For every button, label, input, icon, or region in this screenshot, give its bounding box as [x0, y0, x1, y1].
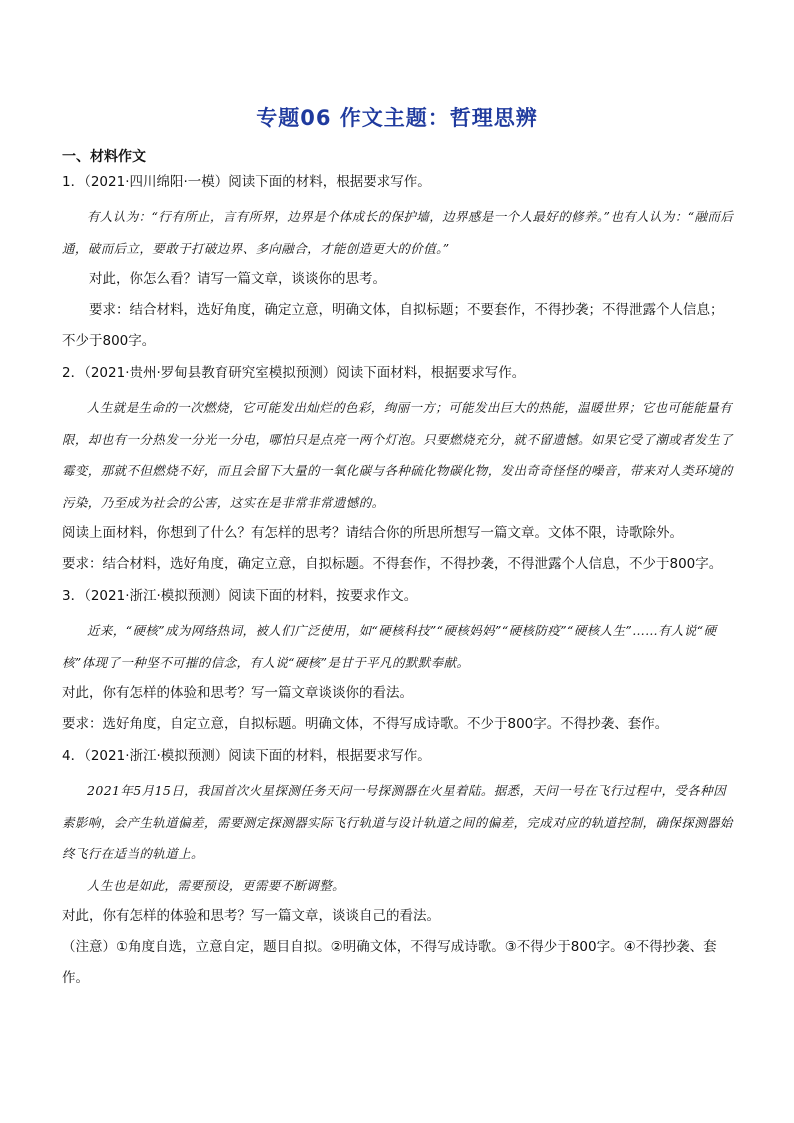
question-prompt: 阅读上面材料，你想到了什么？有怎样的思考？请结合你的所思所想写一篇文章。文体不限，诗歌除外。	[62, 525, 683, 541]
question-requirement: 要求：选好角度，自定立意，自拟标题。明确文体，不得写成诗歌。不少于800字。不得抄袭、套作。	[62, 716, 669, 732]
question-head: 3．（2021·浙江·模拟预测）阅读下面的材料，按要求作文。	[62, 588, 418, 604]
material-paragraph: 2021年5月15日，我国首次火星探测任务天问一号探测器在火星着陆。据悉，天问一号在飞行过程中，受各种因素影响，会产生轨道偏差，需要测定探测器实际飞行轨道与设计轨道之间的偏差，完成对应的轨道控制，确保探测器始终飞行在适当的轨道上。	[62, 783, 733, 861]
material-paragraph: 有人认为：“行有所止，言有所界，边界是个体成长的保护墙，边界感是一个人最好的修养。”也有人认为：“融而后通，破而后立，要敢于打破边界、多向融合，才能创造更大的价值。”	[62, 209, 734, 256]
question-2	[62, 363, 734, 580]
question-head: 4．（2021·浙江·模拟预测）阅读下面的材料，根据要求写作。	[62, 748, 431, 764]
question-4	[62, 746, 734, 994]
questions-list	[62, 172, 734, 1000]
question-3	[62, 586, 734, 740]
page-title: 专题06 作文主题：哲理思辨	[256, 106, 538, 130]
question-head: 1．（2021·四川绵阳·一模）阅读下面的材料，根据要求写作。	[62, 174, 431, 190]
material-paragraph: 人生就是生命的一次燃烧，它可能发出灿烂的色彩，绚丽一方；可能发出巨大的热能，温暖世界；它也可能能量有限，却也有一分热发一分光一分电，哪怕只是点亮一两个灯泡。只要燃烧充分，就不留遗憾。如果它受了潮或者发生了霉变，那就不但燃烧不好，而且会留下大量的一氧化碳与各种硫化物碳化物，发出奇奇怪怪的噪音，带来对人类环境的污染，乃至成为社会的公害，这实在是非常非常遗憾的。	[62, 400, 733, 510]
question-requirement: 要求：结合材料，选好角度，确定立意，明确文体，自拟标题；不要套作，不得抄袭；不得泄露个人信息；不少于800字。	[62, 302, 724, 349]
material-paragraph: 近来，“硬核”成为网络热词，被人们广泛使用，如“硬核科技”“硬核妈妈”“硬核防疫”“硬核人生”……有人说“硬核”体现了一种坚不可摧的信念，有人说“硬核”是甘于平凡的默默奉献。	[62, 623, 717, 670]
question-requirement: 要求：结合材料，选好角度，确定立意，自拟标题。不得套作，不得抄袭，不得泄露个人信息，不少于800字。	[62, 556, 723, 572]
question-prompt: 对此，你有怎样的体验和思考？写一篇文章，谈谈自己的看法。	[62, 908, 440, 924]
material-paragraph: 人生也是如此，需要预设，更需要不断调整。	[87, 877, 346, 893]
question-prompt: 对此，你怎么看？请写一篇文章，谈谈你的思考。	[89, 271, 386, 287]
question-prompt: 对此，你有怎样的体验和思考？写一篇文章谈谈你的看法。	[62, 685, 413, 701]
question-requirement: （注意）①角度自选，立意自定，题目自拟。②明确文体，不得写成诗歌。③不得少于800字。④不得抄袭、套作。	[62, 939, 717, 986]
question-head: 2．（2021·贵州·罗甸县教育研究室模拟预测）阅读下面材料，根据要求写作。	[62, 365, 526, 381]
section-heading: 一、材料作文	[62, 149, 146, 165]
question-1	[62, 172, 734, 357]
